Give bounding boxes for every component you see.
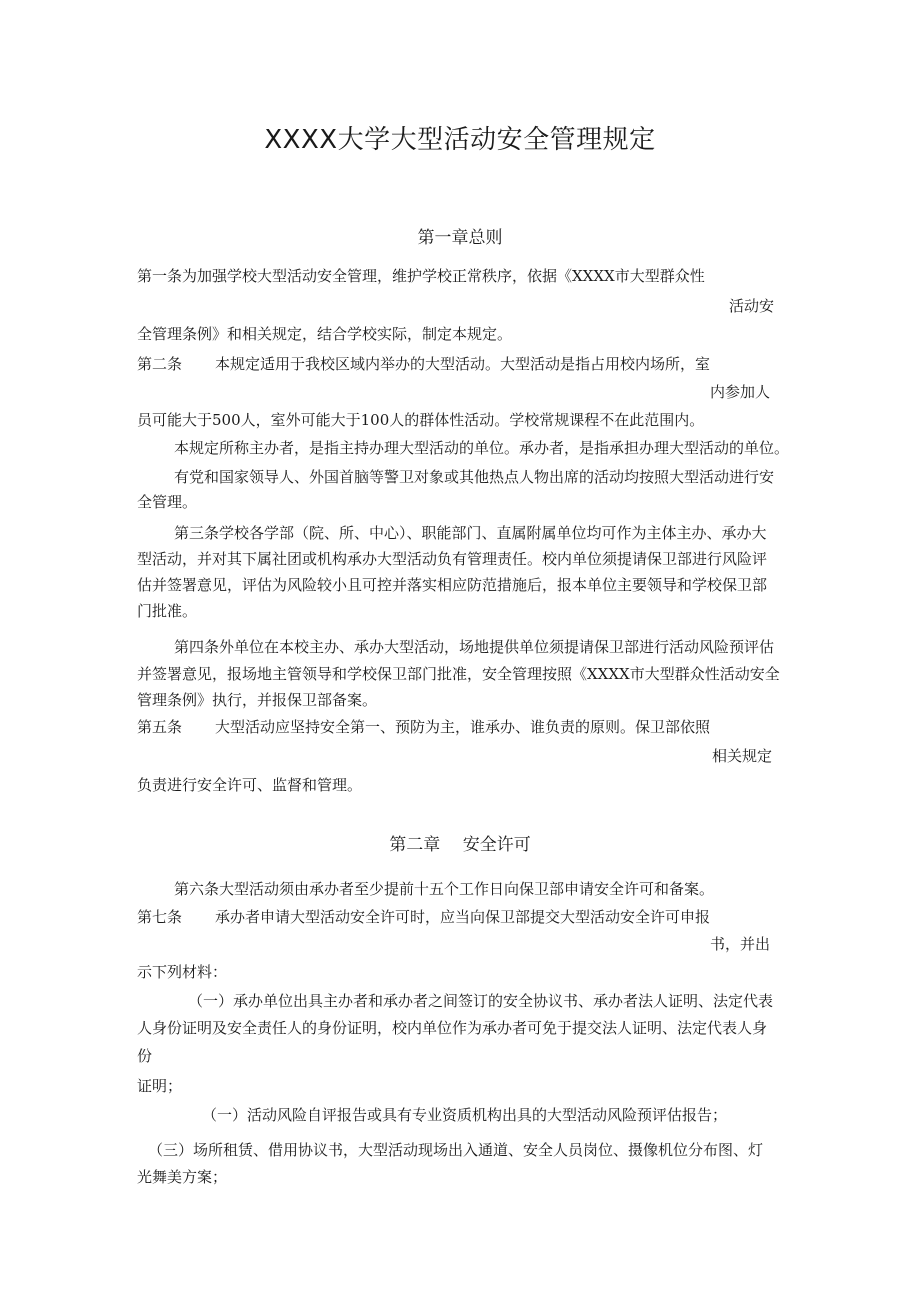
item-1-line-3: 份 [137,1047,153,1065]
vip-paragraph-line-2: 全管理。 [137,493,198,511]
article-3-line-2: 型活动，并对其下属社团或机构承办大型活动负有管理责任。校内单位须提请保卫部进行风险评 [137,550,768,568]
article-5-line-3: 负责进行安全许可、监督和管理。 [137,776,363,794]
article-6: 第六条大型活动须由承办者至少提前十五个工作日向保卫部申请安全许可和备案。 [174,880,715,898]
article-4-line-2: 并签署意见，报场地主管领导和学校保卫部门批准，安全管理按照《XXXX市大型群众性活动安全 [137,665,780,683]
article-3-line-3: 估并签署意见，评估为风险较小且可控并落实相应防范措施后，报本单位主要领导和学校保卫部 [137,576,768,594]
article-1-line-3: 全管理条例》和相关规定，结合学校实际，制定本规定。 [137,325,513,343]
chapter-1-heading: 第一章总则 [417,228,503,248]
article-5-line-2: 相关规定 [711,747,772,765]
article-4-line-1: 第四条外单位在本校主办、承办大型活动，场地提供单位须提请保卫部进行活动风险预评估 [174,638,775,656]
article-5-label: 第五条 [137,718,183,736]
item-1-line-1: （一）承办单位出具主办者和承办者之间签订的安全协议书、承办者法人证明、法定代表 [188,992,774,1010]
chapter-2-heading: 第二章 安全许可 [389,835,531,855]
document-title: XXXX大学大型活动安全管理规定 [264,125,656,155]
article-3-line-4: 门批准。 [137,602,198,620]
item-2: （一）活动风险自评报告或具有专业资质机构出具的大型活动风险预评估报告； [202,1106,728,1124]
article-7-line-1: 承办者申请大型活动安全许可时，应当向保卫部提交大型活动安全许可申报 [215,908,711,926]
article-7-line-3: 示下列材料： [137,963,228,981]
article-2-line-2: 内参加人 [709,383,770,401]
article-2-line-1: 本规定适用于我校区域内举办的大型活动。大型活动是指占用校内场所，室 [215,355,711,373]
article-1-line-2: 活动安 [728,297,774,315]
article-2-line-3: 员可能大于500人，室外可能大于100人的群体性活动。学校常规课程不在此范围内。 [137,411,705,429]
article-2-label: 第二条 [137,355,183,373]
item-3-line-2: 光舞美方案； [137,1168,228,1186]
article-3-line-1: 第三条学校各学部（院、所、中心）、职能部门、直属附属单位均可作为主体主办、承办大 [174,524,767,542]
article-5-line-1: 大型活动应坚持安全第一、预防为主，谁承办、谁负责的原则。保卫部依照 [215,718,711,736]
item-1-line-2: 人身份证明及安全责任人的身份证明，校内单位作为承办者可免于提交法人证明、法定代表人身 [137,1019,768,1037]
item-3-line-1: （三）场所租赁、借用协议书，大型活动现场出入通道、安全人员岗位、摄像机位分布图、灯 [148,1141,764,1159]
article-7-label: 第七条 [137,908,183,926]
item-1-line-4: 证明； [137,1077,183,1095]
article-4-line-3: 管理条例》执行，并报保卫部备案。 [137,691,378,709]
vip-paragraph-line-1: 有党和国家领导人、外国首脑等警卫对象或其他热点人物出席的活动均按照大型活动进行安 [174,468,775,486]
host-definition: 本规定所称主办者，是指主持办理大型活动的单位。承办者，是指承担办理大型活动的单位。 [174,439,790,457]
article-1-line-1: 第一条为加强学校大型活动安全管理，维护学校正常秩序，依据《XXXX市大型群众性 [137,267,705,285]
article-7-line-2: 书，并出 [709,935,770,953]
